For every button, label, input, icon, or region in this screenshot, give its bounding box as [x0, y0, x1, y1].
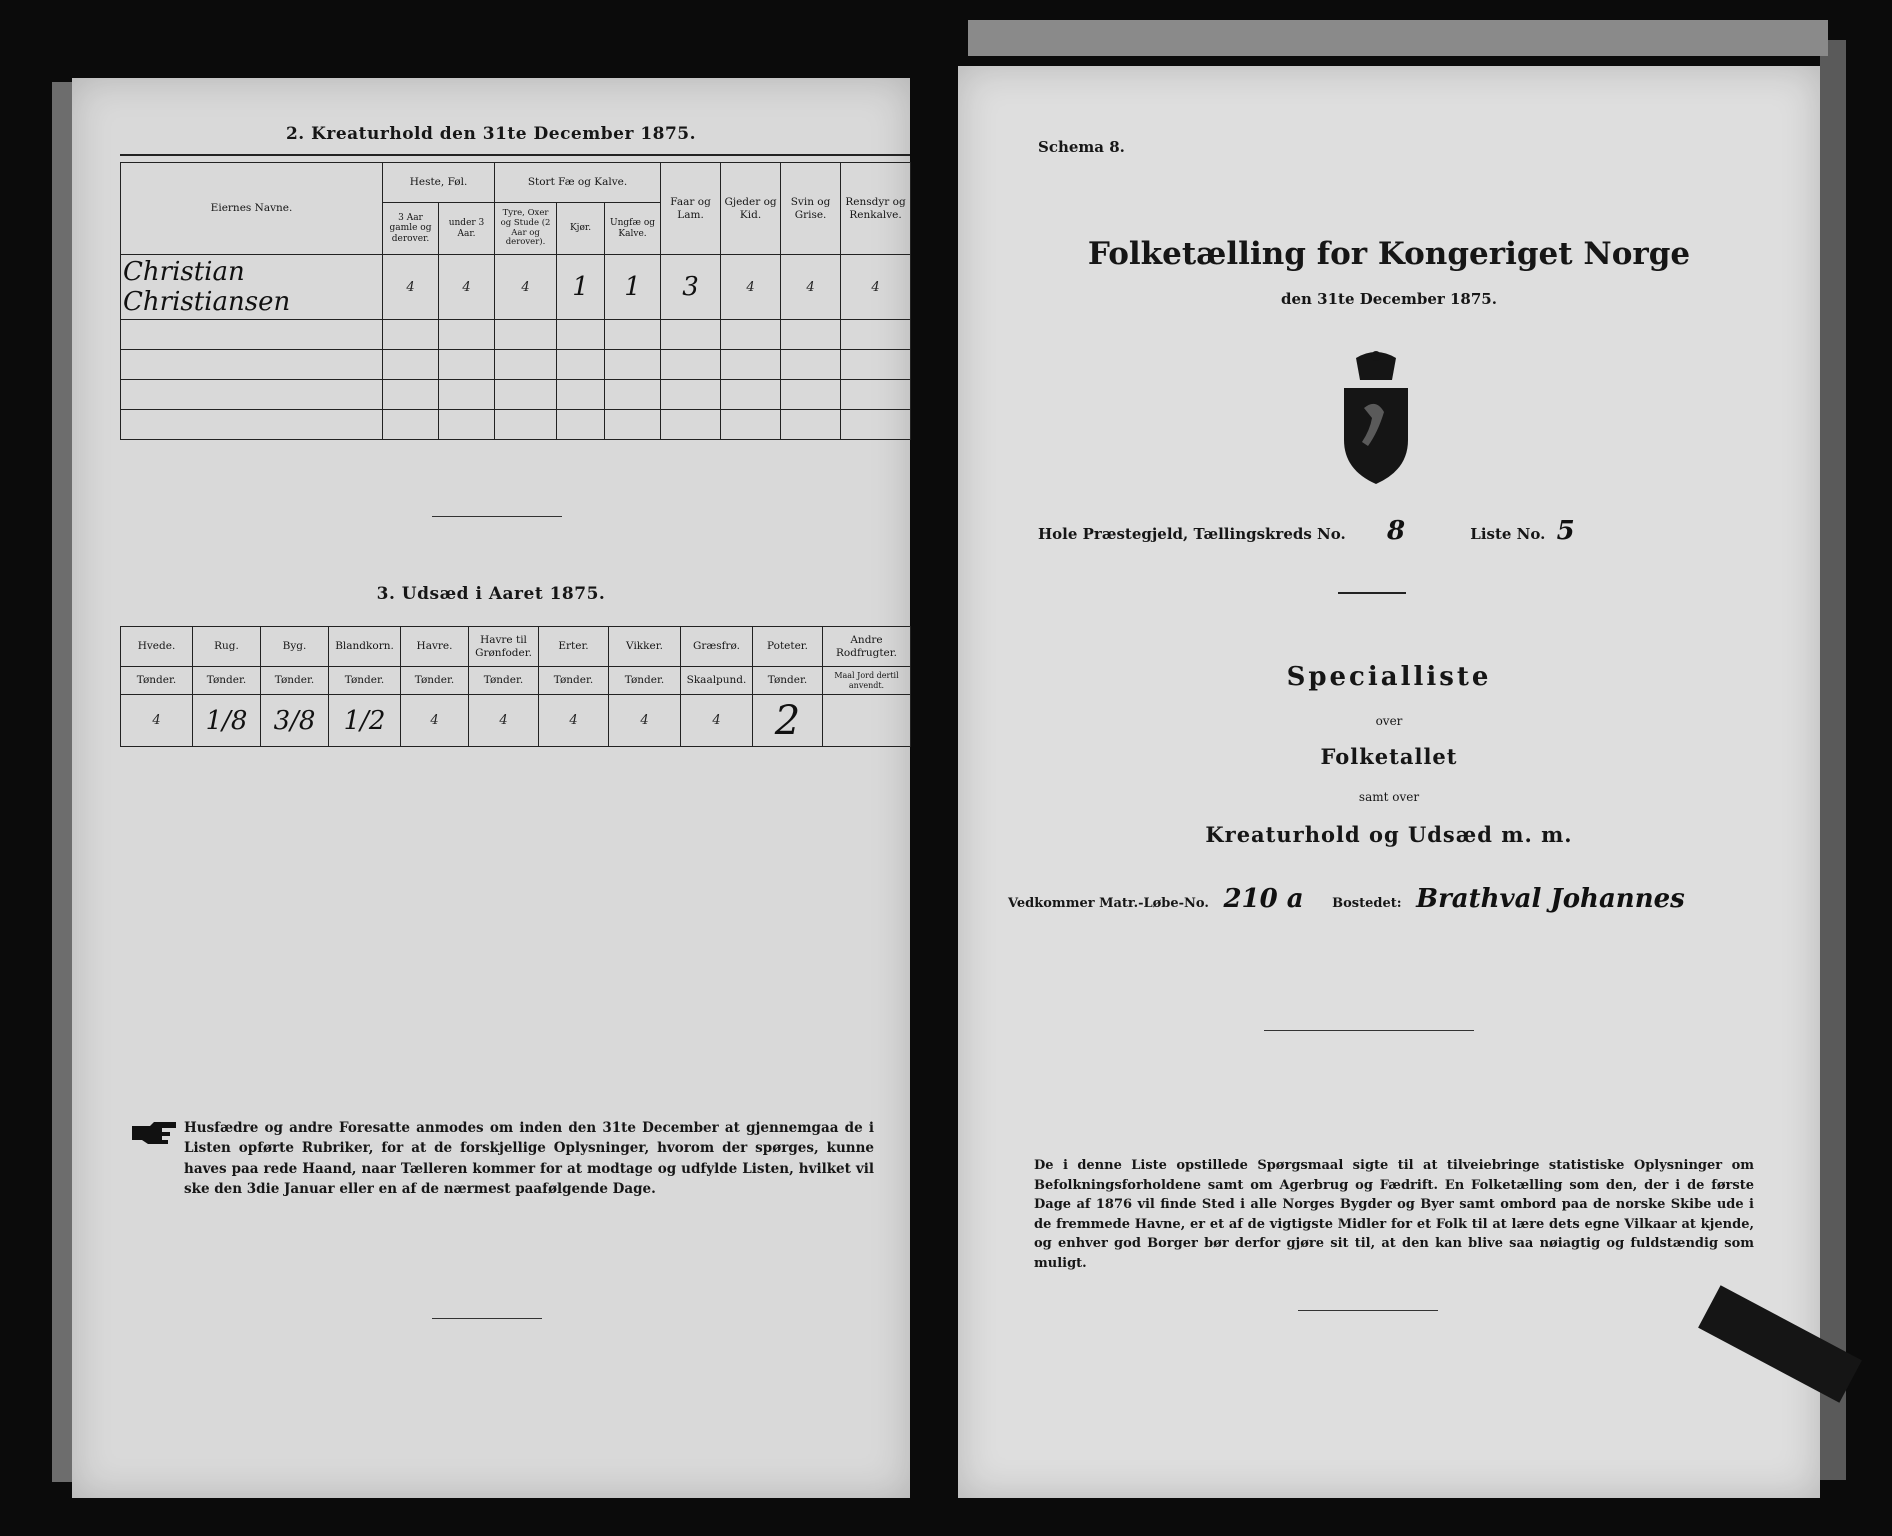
- left-page: [72, 78, 910, 1498]
- header-owner: Eiernes Navne.: [121, 163, 383, 255]
- samt-text: samt over: [1358, 790, 1420, 804]
- unit: Tønder.: [261, 667, 329, 695]
- schema-label: Schema 8.: [1038, 138, 1125, 156]
- district-label: Tællingskreds No.: [1193, 525, 1346, 543]
- livestock-heading: Kreaturhold og Udsæd m. m.: [1205, 822, 1573, 847]
- header-cows: Kjør.: [557, 203, 605, 255]
- header-horses-young: under 3 Aar.: [439, 203, 495, 255]
- header-oats: Havre.: [401, 627, 469, 667]
- cell-bulls: 4: [495, 255, 557, 320]
- value-rye: 1/8: [193, 695, 261, 747]
- pointing-hand-icon: [130, 1118, 180, 1148]
- header-potatoes: Poteter.: [753, 627, 823, 667]
- table-row: [121, 350, 911, 380]
- right-note: De i denne Liste opstillede Spørgsmaal sigte til at tilveiebringe statistiske Oplysninger om Befolkningsforholdene samt om Agerbrug og Fædrift. En Folketælling som den, der i de første Dage af 1876 vil finde Sted i alle Norges Bygder og Byer samt ombord paa de norske Skibe ude i de fremmede Havne, er et af de vigtigste Midler for et Folk til at lære dets egne Vilkaar at kjende, og enhver god Borger bør derfor gjøre sit til, at den kan blive saa nøiagtig og fuldstændig som muligt.: [1034, 1158, 1754, 1271]
- cell-sheep: 3: [661, 255, 721, 320]
- unit: Tønder.: [539, 667, 609, 695]
- divider: [432, 516, 562, 517]
- unit: Tønder.: [193, 667, 261, 695]
- section2-title: 2. Kreaturhold den 31te December 1875.: [285, 124, 697, 144]
- unit: Tønder.: [121, 667, 193, 695]
- over-text: over: [1375, 714, 1403, 728]
- cell-reindeer: 4: [841, 255, 911, 320]
- value-oats: 4: [401, 695, 469, 747]
- unit: Tønder.: [329, 667, 401, 695]
- cell-horses-young: 4: [439, 255, 495, 320]
- header-reindeer: Rensdyr og Renkalve.: [841, 163, 911, 255]
- table-row: [121, 380, 911, 410]
- divider: [432, 1318, 542, 1319]
- matr-line: [1008, 884, 1685, 914]
- unit: Maal Jord dertil anvendt.: [823, 667, 911, 695]
- parish-line: [1038, 516, 1575, 546]
- matr-no: 210 a: [1223, 884, 1304, 914]
- bosted-label: Bostedet:: [1332, 896, 1402, 911]
- header-barley: Byg.: [261, 627, 329, 667]
- value-mixed-grain: 1/2: [329, 695, 401, 747]
- divider: [1264, 1030, 1474, 1031]
- header-pigs: Svin og Grise.: [781, 163, 841, 255]
- cell-horses-old: 4: [383, 255, 439, 320]
- matr-label: Vedkommer Matr.-Løbe-No.: [1008, 896, 1209, 911]
- cell-young-cattle: 1: [605, 255, 661, 320]
- value-grass-seed: 4: [681, 695, 753, 747]
- page-stack-edge: [52, 82, 74, 1482]
- header-wheat: Hvede.: [121, 627, 193, 667]
- sowing-table: [120, 626, 911, 747]
- census-title: Folketælling for Kongeriget Norge: [1087, 236, 1691, 272]
- value-wheat: 4: [121, 695, 193, 747]
- header-root-crops: Andre Rodfrugter.: [823, 627, 911, 667]
- header-horses: Heste, Føl.: [383, 163, 495, 203]
- header-grass-seed: Græsfrø.: [681, 627, 753, 667]
- value-vetch: 4: [609, 695, 681, 747]
- specialliste-heading: Specialliste: [1286, 662, 1492, 692]
- population-heading: Folketallet: [1320, 744, 1458, 769]
- header-young-cattle: Ungfæ og Kalve.: [605, 203, 661, 255]
- list-no: 5: [1556, 516, 1575, 546]
- value-green-oats: 4: [469, 695, 539, 747]
- bosted-value: Brathval Johannes: [1416, 884, 1685, 914]
- section3-title: 3. Udsæd i Aaret 1875.: [376, 584, 606, 604]
- table-row: [121, 320, 911, 350]
- list-label: Liste No.: [1470, 525, 1546, 543]
- cell-pigs: 4: [781, 255, 841, 320]
- right-page: [958, 66, 1820, 1498]
- table-row: [121, 410, 911, 440]
- coat-of-arms-icon: [1326, 348, 1426, 488]
- header-horses-old: 3 Aar gamle og derover.: [383, 203, 439, 255]
- page-stack-edge-right: [1820, 40, 1846, 1480]
- header-rye: Rug.: [193, 627, 261, 667]
- header-cattle: Stort Fæ og Kalve.: [495, 163, 661, 203]
- left-note: Husfædre og andre Foresatte anmodes om inden den 31te December at gjennemgaa de i Listen opførte Rubriker, for at de forskjellige Oplysninger, hvorom der spørges, kunne haves paa rede Haand, naar Tælleren kommer for at modtage og udfylde Listen, hvilket vil ske den 3die Januar eller en af de nærmest paafølgende Dage.: [184, 1120, 874, 1197]
- owner-name: Christian Christiansen: [121, 255, 383, 320]
- livestock-table: [120, 162, 911, 440]
- header-peas: Erter.: [539, 627, 609, 667]
- value-potatoes: 2: [753, 695, 823, 747]
- header-sheep: Faar og Lam.: [661, 163, 721, 255]
- value-root-crops: [823, 695, 911, 747]
- unit: Tønder.: [469, 667, 539, 695]
- header-bulls: Tyre, Oxer og Stude (2 Aar og derover).: [495, 203, 557, 255]
- header-green-oats: Havre til Grønfoder.: [469, 627, 539, 667]
- district-no: 8: [1386, 516, 1406, 546]
- unit: Tønder.: [609, 667, 681, 695]
- divider: [1338, 592, 1406, 594]
- divider: [1298, 1310, 1438, 1311]
- cell-goats: 4: [721, 255, 781, 320]
- rule: [120, 154, 910, 156]
- unit: Tønder.: [401, 667, 469, 695]
- header-mixed-grain: Blandkorn.: [329, 627, 401, 667]
- census-date: den 31te December 1875.: [1281, 290, 1497, 308]
- page-stack-edge-top: [968, 20, 1828, 56]
- parish: Hole Præstegjeld,: [1038, 525, 1189, 543]
- value-barley: 3/8: [261, 695, 329, 747]
- cell-cows: 1: [557, 255, 605, 320]
- unit: Tønder.: [753, 667, 823, 695]
- header-goats: Gjeder og Kid.: [721, 163, 781, 255]
- header-vetch: Vikker.: [609, 627, 681, 667]
- value-peas: 4: [539, 695, 609, 747]
- unit: Skaalpund.: [681, 667, 753, 695]
